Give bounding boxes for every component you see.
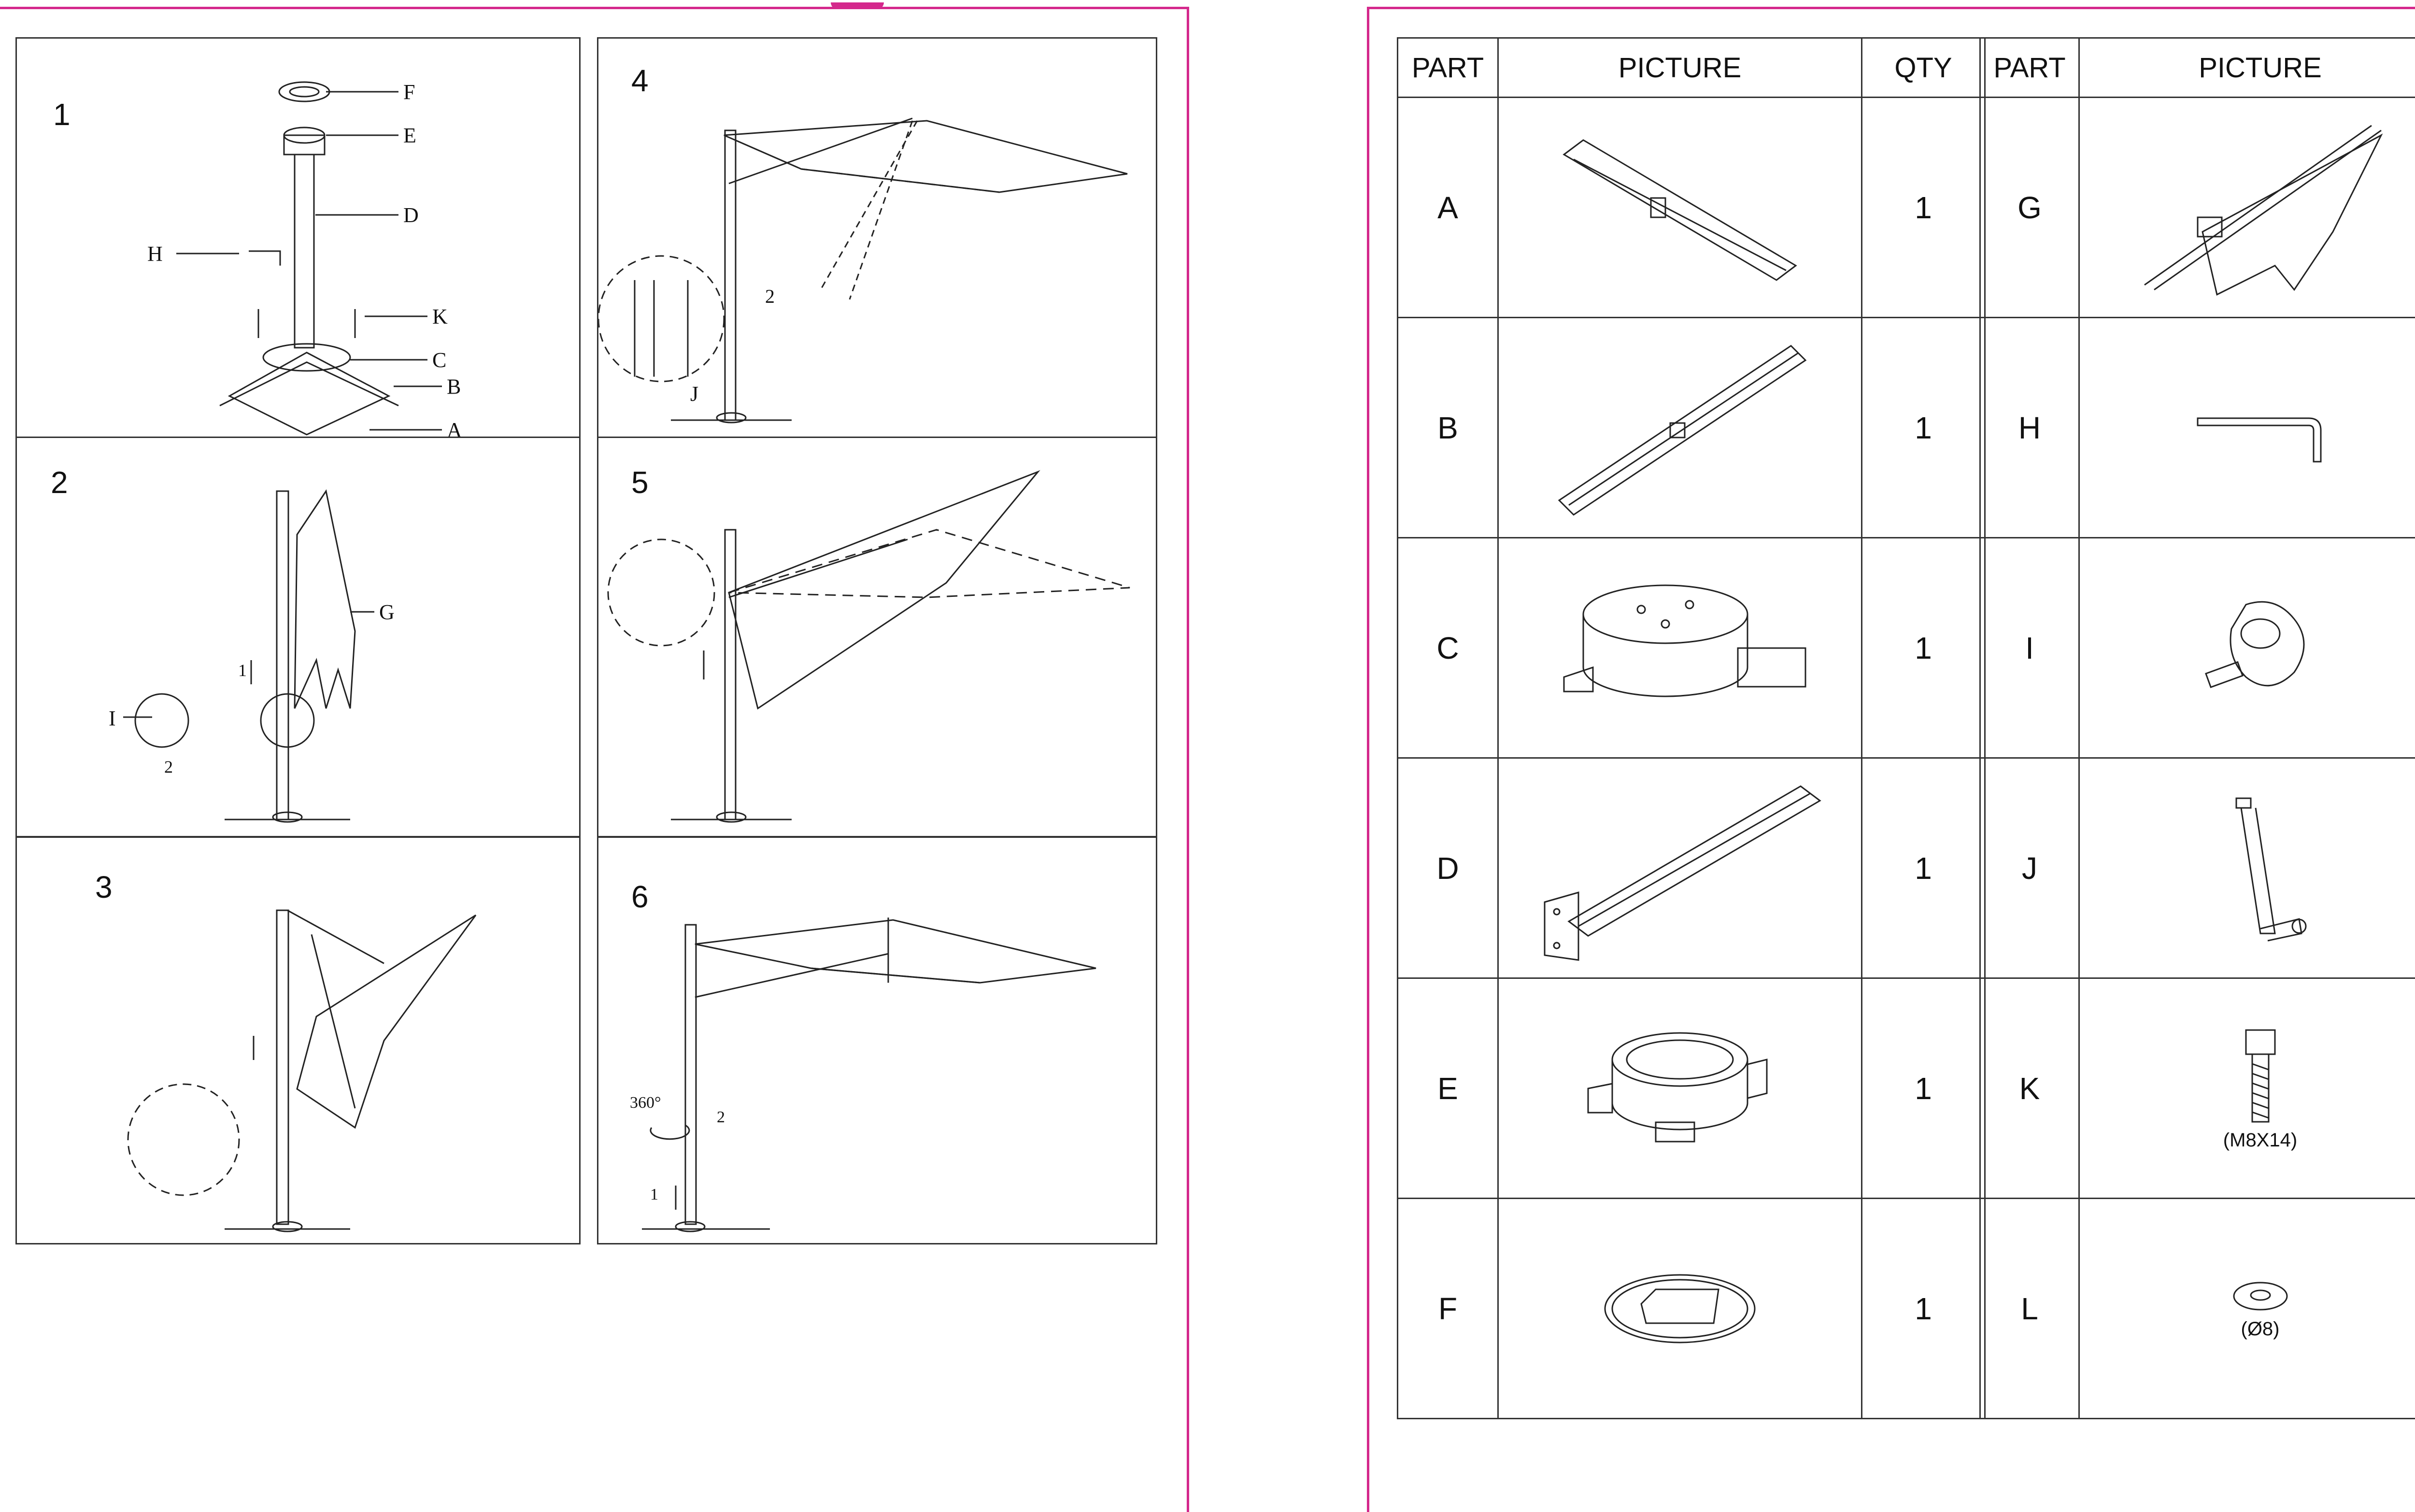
part-letter: E bbox=[1398, 978, 1498, 1199]
base-cross-bar-b-icon bbox=[1549, 336, 1810, 520]
bolt-spec: (M8X14) bbox=[2223, 1130, 2298, 1151]
part-qty: 1 bbox=[1862, 98, 1985, 318]
step-3-illustration bbox=[17, 838, 582, 1246]
part-qty: 1 bbox=[1862, 538, 1985, 758]
label-2: 2 bbox=[717, 1108, 725, 1126]
table-row bbox=[1980, 978, 2415, 1199]
washer-icon bbox=[2229, 1277, 2292, 1315]
knob-screw-icon bbox=[2198, 590, 2323, 706]
pole-bracket-icon bbox=[1530, 767, 1830, 970]
parts-table-right bbox=[1979, 37, 2415, 1419]
part-picture bbox=[1498, 758, 1862, 978]
table-row bbox=[1980, 318, 2415, 538]
pole-cap-icon bbox=[1574, 1021, 1786, 1156]
part-letter: L bbox=[1980, 1199, 2079, 1419]
part-letter: B bbox=[1398, 318, 1498, 538]
step-panel-5 bbox=[597, 437, 1157, 837]
part-picture bbox=[2079, 538, 2415, 758]
table-row bbox=[1398, 1199, 1985, 1419]
label-360: 360° bbox=[630, 1094, 661, 1112]
step-number: 2 bbox=[51, 465, 68, 500]
label-J: J bbox=[690, 382, 699, 406]
part-qty: 1 bbox=[1862, 978, 1985, 1199]
step-number: 6 bbox=[631, 879, 649, 914]
page-top-mark bbox=[831, 2, 884, 9]
part-letter: D bbox=[1398, 758, 1498, 978]
part-letter: A bbox=[1398, 98, 1498, 318]
label-C: C bbox=[432, 348, 447, 372]
part-letter: C bbox=[1398, 538, 1498, 758]
step-2-illustration bbox=[17, 438, 582, 839]
step-panel-3 bbox=[15, 836, 581, 1244]
header-picture: PICTURE bbox=[2079, 38, 2415, 98]
part-letter: K bbox=[1980, 978, 2079, 1199]
right-page bbox=[1367, 7, 2415, 1512]
table-row bbox=[1398, 978, 1985, 1199]
label-1: 1 bbox=[238, 661, 247, 680]
step-number: 1 bbox=[53, 97, 71, 132]
step-panel-1 bbox=[15, 37, 581, 442]
part-picture bbox=[1498, 98, 1862, 318]
header-part: PART bbox=[1398, 38, 1498, 98]
label-G: G bbox=[379, 600, 395, 624]
part-letter: J bbox=[1980, 758, 2079, 978]
step-1-illustration bbox=[17, 39, 582, 439]
part-letter: I bbox=[1980, 538, 2079, 758]
table-row bbox=[1980, 98, 2415, 318]
step-number: 4 bbox=[631, 63, 649, 98]
part-picture bbox=[1498, 538, 1862, 758]
table-row bbox=[1398, 318, 1985, 538]
label-2: 2 bbox=[164, 757, 173, 777]
parts-table-left bbox=[1397, 37, 1986, 1419]
table-row bbox=[1398, 538, 1985, 758]
label-A: A bbox=[447, 418, 462, 442]
part-letter: F bbox=[1398, 1199, 1498, 1419]
label-B: B bbox=[447, 375, 461, 398]
part-picture bbox=[1498, 978, 1862, 1199]
crank-handle-icon bbox=[2207, 789, 2314, 948]
umbrella-canopy-icon bbox=[2130, 106, 2391, 309]
rotating-base-plate-icon bbox=[1545, 571, 1815, 725]
label-H: H bbox=[147, 242, 163, 266]
label-1: 1 bbox=[650, 1186, 658, 1203]
cover-ring-icon bbox=[1593, 1265, 1767, 1352]
part-picture bbox=[2079, 758, 2415, 978]
hex-key-icon bbox=[2188, 389, 2333, 466]
part-qty: 1 bbox=[1862, 758, 1985, 978]
left-page bbox=[0, 7, 1189, 1512]
step-panel-4 bbox=[597, 37, 1157, 438]
table-header-row bbox=[1980, 38, 2415, 98]
table-row bbox=[1980, 538, 2415, 758]
step-number: 3 bbox=[95, 870, 113, 904]
part-letter: H bbox=[1980, 318, 2079, 538]
step-4-illustration bbox=[598, 39, 1159, 439]
part-picture bbox=[2079, 318, 2415, 538]
part-letter: G bbox=[1980, 98, 2079, 318]
step-panel-2 bbox=[15, 437, 581, 837]
label-K: K bbox=[432, 305, 448, 328]
table-row bbox=[1980, 1199, 2415, 1419]
header-qty: QTY bbox=[1862, 38, 1985, 98]
step-panel-6 bbox=[597, 836, 1157, 1244]
label-F: F bbox=[403, 80, 415, 104]
washer-spec: (Ø8) bbox=[2241, 1318, 2280, 1340]
label-I: I bbox=[109, 707, 116, 730]
label-D: D bbox=[403, 203, 419, 227]
table-header-row bbox=[1398, 38, 1985, 98]
table-row bbox=[1398, 758, 1985, 978]
header-part: PART bbox=[1980, 38, 2079, 98]
step-6-illustration bbox=[598, 838, 1159, 1246]
part-picture bbox=[1498, 318, 1862, 538]
table-row bbox=[1398, 98, 1985, 318]
table-row bbox=[1980, 758, 2415, 978]
step-5-illustration bbox=[598, 438, 1159, 839]
part-picture bbox=[1498, 1199, 1862, 1419]
part-qty: 1 bbox=[1862, 1199, 1985, 1419]
part-picture bbox=[2079, 978, 2415, 1199]
part-picture bbox=[2079, 1199, 2415, 1419]
part-picture bbox=[2079, 98, 2415, 318]
base-cross-bar-a-icon bbox=[1554, 126, 1805, 290]
step-number: 5 bbox=[631, 465, 649, 500]
label-E: E bbox=[403, 124, 416, 147]
part-qty: 1 bbox=[1862, 318, 1985, 538]
label-2: 2 bbox=[765, 285, 775, 307]
bolt-icon bbox=[2239, 1025, 2282, 1127]
header-picture: PICTURE bbox=[1498, 38, 1862, 98]
